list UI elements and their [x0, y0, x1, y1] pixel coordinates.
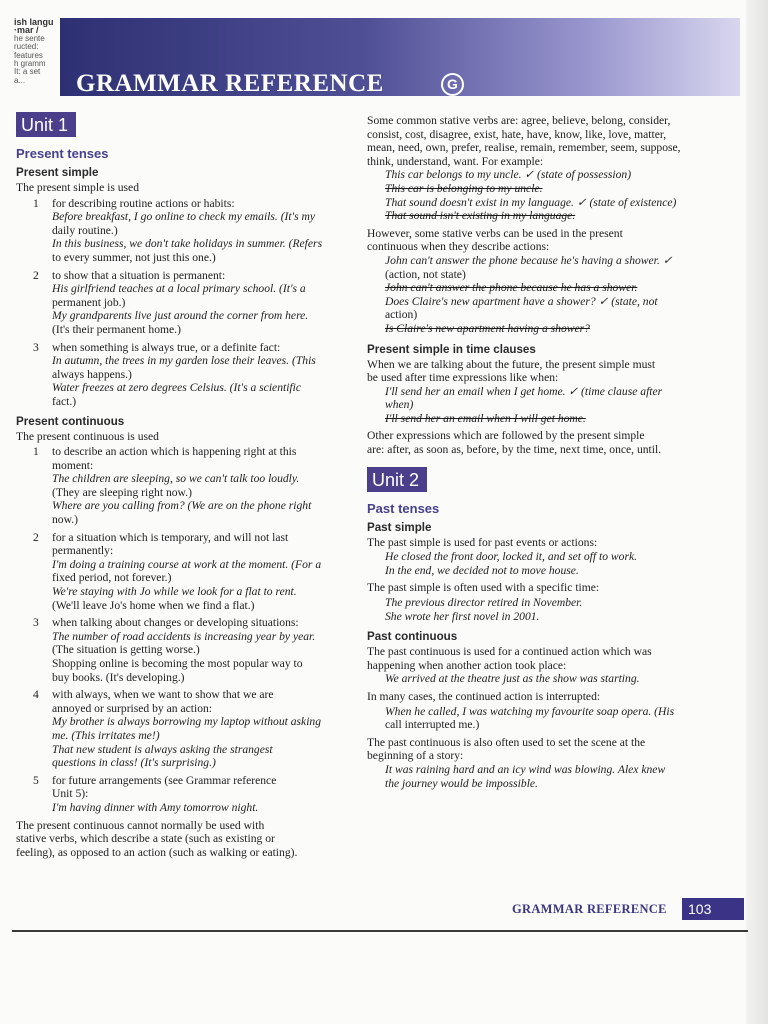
present-simple-item-1: 1 for describing routine actions or habits: Before breakfast, I go online to check my emails. (It's my daily routine.) In this business, we don't take holidays in summer. (Refers to every summer, not just this one.): [33, 196, 323, 264]
time-clauses-examples: I'll send her an email when I get home. ✓ (time clause after when) I'll send her an email when I will get home.: [385, 384, 663, 425]
bottom-rule: [12, 930, 748, 932]
present-tenses-heading: Present tenses: [16, 146, 109, 161]
past-simple-time-intro: The past simple is often used with a specific time:: [367, 581, 600, 595]
present-continuous-item-4: 4 with always, when we want to show that we are annoyed or surprised by an action: My brother is always borrowing my laptop without asking me. (This irritates me!) That new student is always asking the strangest questions in class! (It's surprising.): [33, 688, 322, 770]
present-continuous-heading: Present continuous: [16, 414, 125, 428]
past-continuous-example: call interrupted me.): [385, 718, 480, 732]
facing-page-fragment: ish langu ·mar / he sente ructed: features h gramm It: a set a...: [14, 18, 54, 85]
left-column: [16, 112, 350, 859]
present-continuous-item-1: 1 to describe an action which is happening right at this moment: The children are sleeping, so we can't talk too loudly. (They are sleeping right now.) Where are you calling from? (We are on the phone right now.): [33, 445, 312, 527]
past-continuous-heading: Past continuous: [367, 630, 458, 644]
present-simple-intro: The present simple is used: [16, 181, 139, 194]
past-simple-intro: The past simple is used for past events or actions:: [367, 535, 598, 549]
past-continuous-intro: The past continuous is used for a continued action which was happening when another action took place:: [367, 645, 652, 672]
past-simple-example: He closed the front door, locked it, and set off to work.: [385, 550, 638, 564]
time-clauses-heading: Present simple in time clauses: [367, 342, 536, 356]
past-continuous-example: It was raining hard and an icy wind was blowing. Alex knew: [385, 762, 666, 776]
present-simple-item-2: 2 to show that a situation is permanent: His girlfriend teaches at a local primary school. (It's a permanent job.) My grandparents live just around the corner from here. (It's their permanent home.): [33, 268, 309, 336]
present-continuous-item-3: 3 when talking about changes or developing situations: The number of road accidents is increasing year by year. (The situation is getting worse.) Shopping online is becoming the most popular way to buy books. (It's developing.): [33, 616, 316, 684]
action-examples: John can't answer the phone because he's having a shower. ✓ (action, not state) John can't answer the phone because he has a shower. Does Claire's new apartment have a shower? ✓ (state, not action) Is Claire's new apartment having a shower?: [385, 253, 673, 335]
past-continuous-interrupted: In many cases, the continued action is interrupted:: [367, 690, 601, 703]
present-continuous-item-2: 2 for a situation which is temporary, and will not last permanently: I'm doing a training course at work at the moment. (For a fixed period, not forever.) We're staying with Jo while we look for a flat to rent. (We'll leave Jo's home when we find a flat.): [33, 530, 322, 612]
section-badge: G: [441, 73, 464, 96]
present-simple-item-3: 3 when something is always true, or a definite fact: In autumn, the trees in my garden lose their leaves. (This always happens.) Water freezes at zero degrees Celsius. (It's a scientific fact.): [33, 340, 316, 408]
present-simple-heading: Present simple: [16, 166, 99, 179]
unit-1-label: Unit 1: [16, 112, 76, 137]
past-continuous-example: the journey would be impossible.: [385, 776, 538, 790]
however-paragraph: However, some stative verbs can be used in the present continuous when they describe actions:: [367, 226, 623, 254]
past-tenses-heading: Past tenses: [367, 500, 440, 516]
past-simple-example: In the end, we decided not to move house.: [385, 563, 579, 577]
other-expressions: Other expressions which are followed by the present simple are: after, as soon as, before, by the time, next time, once, until.: [367, 429, 662, 457]
present-continuous-intro: The present continuous is used: [16, 429, 159, 443]
time-clauses-text: When we are talking about the future, the present simple must be used after time expressions like when:: [367, 357, 656, 385]
stative-intro: Some common stative verbs are: agree, believe, belong, consider, consist, cost, disagree, exist, hate, have, know, like, love, matter, mean, need, own, prefer, realise, remain, remember, seem, suppose, think, understand, want. For example:: [367, 114, 681, 168]
past-continuous-example: We arrived at the theatre just as the show was starting.: [385, 672, 640, 686]
past-continuous-example: When he called, I was watching my favourite soap opera. (His: [385, 704, 675, 718]
unit-2-label: Unit 2: [367, 467, 427, 492]
past-simple-example: The previous director retired in November.: [385, 596, 583, 610]
page-title: GRAMMAR REFERENCE: [76, 70, 384, 97]
present-continuous-item-5: 5 for future arrangements (see Grammar reference Unit 5): I'm having dinner with Amy tomorrow night.: [33, 773, 277, 814]
past-simple-heading: Past simple: [367, 520, 432, 534]
footer-label: GRAMMAR REFERENCE: [512, 902, 667, 916]
page-number: 103: [682, 898, 744, 920]
stative-note: The present continuous cannot normally be used with stative verbs, which describe a state (such as existing or feeling), as opposed to an action (such as walking or eating).: [16, 818, 298, 859]
page-spine: [746, 0, 768, 1024]
stative-examples: This car belongs to my uncle. ✓ (state of possession) This car is belonging to my uncle. That sound doesn't exist in my language. ✓ (state of existence) That sound isn't existing in my language.: [385, 168, 677, 223]
right-column: [367, 114, 739, 790]
past-simple-example: She wrote her first novel in 2001.: [385, 609, 540, 623]
past-continuous-scene: The past continuous is also often used to set the scene at the beginning of a story:: [367, 735, 646, 763]
